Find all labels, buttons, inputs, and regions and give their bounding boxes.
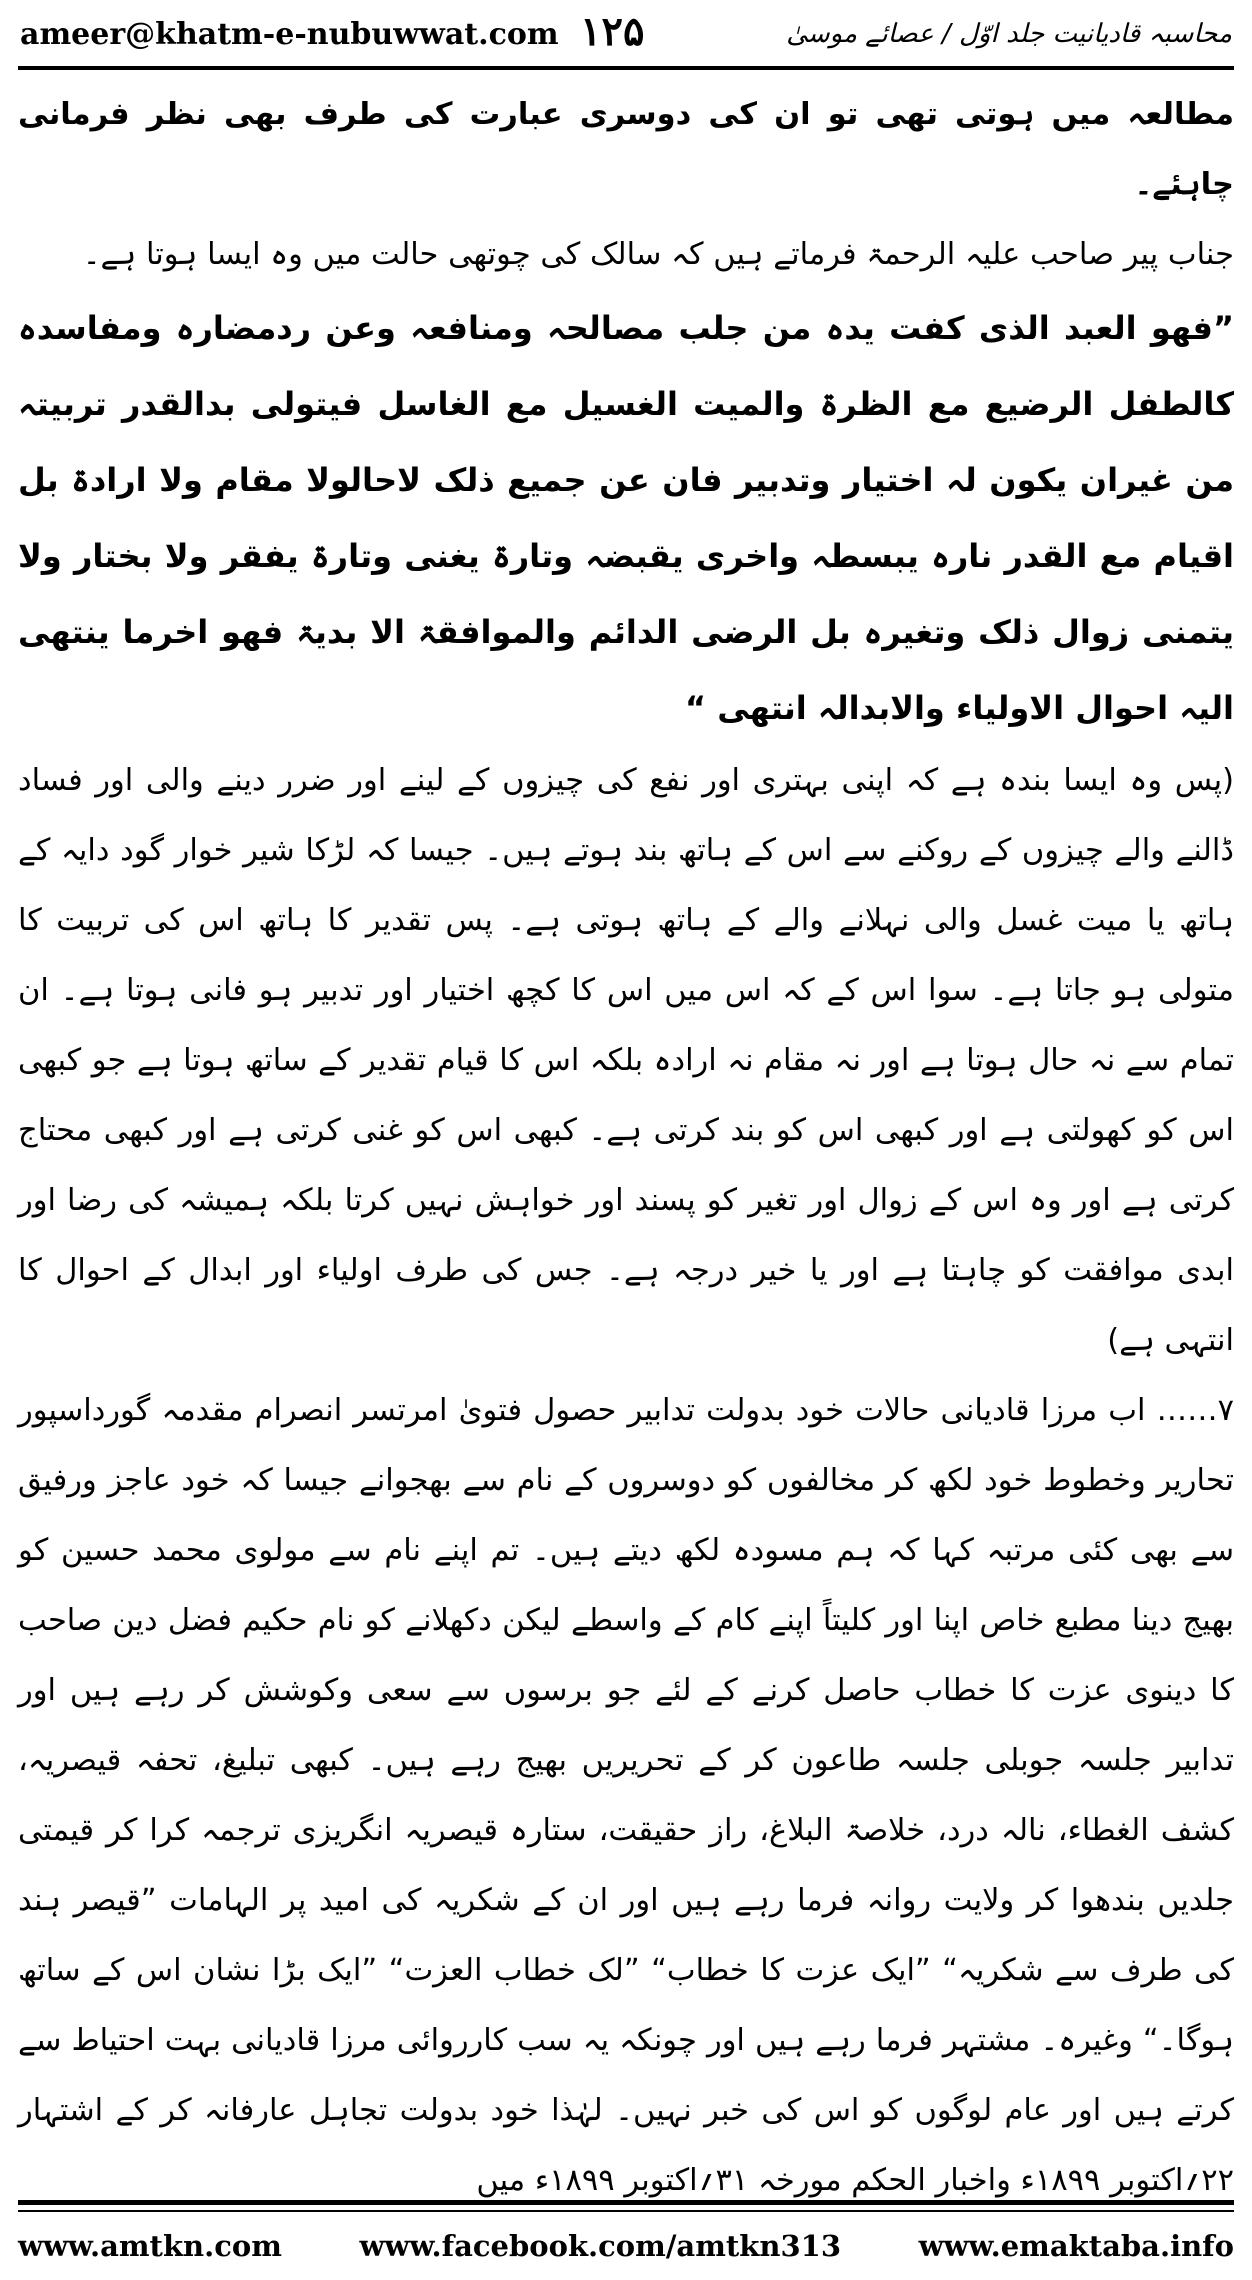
page-footer <box>18 2222 1234 2270</box>
arabic-quote: ”فھو العبد الذی کفت یدہ من جلب مصالحہ ومنافعہ وعن ردمضارہ ومفاسدہ کالطفل الرضیع مع الظرۃ والمیت الغسیل مع الغاسل فیتولی بدالقدر تربیتہ من غیران یکون لہ اختیار وتدبیر فان عن جمیع ذلک لاحالولا مقام ولا ارادۃ بل اقیام مع القدر نارہ یبسطہ واخری یقبضہ وتارۃ یغنی وتارۃ یفقر ولا بختار ولا یتمنی زوال ذلک وتغیرہ بل الرضی الدائم والموافقۃ الا بدیۃ فھو اخرما ینتھی الیہ احوال الاولیاء والابدالہ انتھی “ <box>18 309 1234 727</box>
page-body <box>18 80 1234 2198</box>
header-divider <box>18 66 1234 70</box>
page-header <box>20 6 1232 62</box>
paragraph-opening: مطالعہ میں ہوتی تھی تو ان کی دوسری عبارت کی طرف بھی نظر فرمانی چاہئے۔ <box>18 97 1234 202</box>
section-7: ۷…… اب مرزا قادیانی حالات خود بدولت تدابیر حصول فتویٰ امرتسر انصرام مقدمہ گورداسپور تحاریر وخطوط خود لکھ کر مخالفوں کو دوسروں کے نام سے بھجوانے جیسا کہ خود عاجز ورفیق سے بھی کئی مرتبہ کہا کہ ہم مسودہ لکھ دیتے ہیں۔ تم اپنے نام سے مولوی محمد حسین کو بھیج دینا مطبع خاص اپنا اور کلیتاً اپنے کام کے واسطے لیکن دکھلانے کو نام حکیم فضل دین صاحب کا دینوی عزت کا خطاب حاصل کرنے کے لئے جو برسوں سے سعی وکوشش کر رہے ہیں اور تدابیر جلسہ جوبلی جلسہ طاعون کر کے تحریریں بھیج رہے ہیں۔ کبھی تبلیغ، تحفہ قیصریہ، کشف الغطاء، نالہ درد، خلاصۃ البلاغ، راز حقیقت، ستارہ قیصریہ انگریزی ترجمہ کرا کر قیمتی جلدیں بندھوا کر ولایت روانہ فرما رہے ہیں اور ان کے شکریہ کی امید پر الہامات ”قیصر ہند کی طرف سے شکریہ“ ”ایک عزت کا خطاب“ ”لک خطاب العزت“ ”ایک بڑا نشان اس کے ساتھ ہوگا۔“ وغیرہ۔ مشتہر فرما رہے ہیں اور چونکہ یہ سب کارروائی مرزا قادیانی بہت احتیاط سے کرتے ہیں اور عام لوگوں کو اس کی خبر نہیں۔ لہٰذا خود بدولت تجاہل عارفانہ کر کے اشتہار ۲۲؍اکتوبر ۱۸۹۹ء واخبار الحکم مورخہ ۳۱؍اکتوبر ۱۸۹۹ء میں <box>18 1393 1234 2198</box>
paragraph-intro: جناب پیر صاحب علیہ الرحمۃ فرماتے ہیں کہ سالک کی چوتھی حالت میں وہ ایسا ہوتا ہے۔ <box>82 237 1234 272</box>
footer-divider-thin <box>18 2210 1234 2212</box>
header-email: ameer@khatm-e-nubuwwat.com <box>20 16 559 52</box>
footer-link-facebook[interactable]: www.facebook.com/amtkn313 <box>359 2229 841 2263</box>
page-number: ۱۲۵ <box>580 8 645 55</box>
footer-link-amtkn[interactable]: www.amtkn.com <box>18 2229 282 2263</box>
footer-link-emaktaba[interactable]: www.emaktaba.info <box>918 2229 1234 2263</box>
footer-divider-thick <box>18 2200 1234 2205</box>
urdu-translation: (پس وہ ایسا بندہ ہے کہ اپنی بہتری اور نفع کی چیزوں کے لینے اور ضرر دینے والی اور فساد ڈالنے والے چیزوں کے روکنے سے اس کے ہاتھ بند ہوتے ہیں۔ جیسا کہ لڑکا شیر خوار گود دایہ کے ہاتھ یا میت غسل والی نہلانے والے کے ہاتھ ہوتی ہے۔ پس تقدیر کا ہاتھ اس کی تربیت کا متولی ہو جاتا ہے۔ سوا اس کے کہ اس میں اس کا کچھ اختیار اور تدبیر ہو فانی ہوتا ہے۔ ان تمام سے نہ حال ہوتا ہے اور نہ مقام نہ ارادہ بلکہ اس کا قیام تقدیر کے ساتھ ہوتا ہے جو کبھی اس کو کھولتی ہے اور کبھی اس کو بند کرتی ہے۔ کبھی اس کو غنی کرتی ہے اور کبھی محتاج کرتی ہے اور وہ اس کے زوال اور تغیر کو پسند اور خواہش نہیں کرتا بلکہ ہمیشہ کی رضا اور ابدی موافقت کو چاہتا ہے اور یا خیر درجہ ہے۔ جس کی طرف اولیاء اور ابدال کے احوال کا انتہی ہے) <box>18 763 1234 1358</box>
book-title: محاسبہ قادیانیت جلد اوّل / عصائے موسیٰ <box>786 19 1232 49</box>
